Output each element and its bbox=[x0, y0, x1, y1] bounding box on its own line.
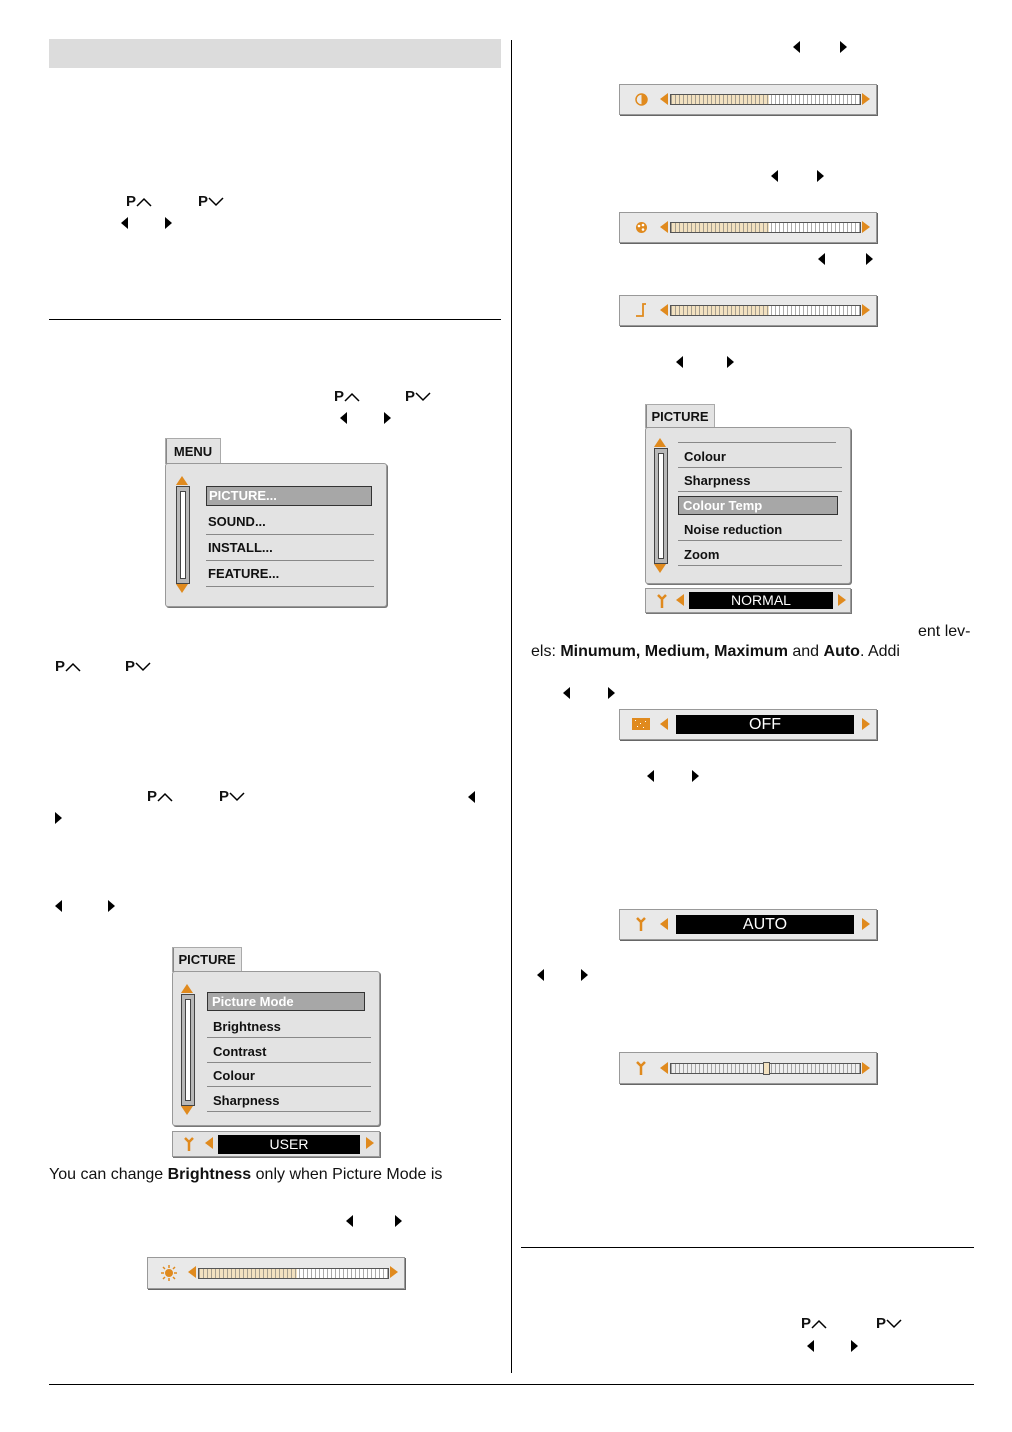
left-arrow-icon bbox=[121, 217, 128, 229]
page-bottom-rule bbox=[49, 1384, 974, 1385]
contrast-slider[interactable] bbox=[619, 84, 877, 115]
left-arrow-icon bbox=[807, 1340, 814, 1352]
menu-item-sound[interactable]: SOUND... bbox=[206, 513, 374, 535]
scroll-down-icon bbox=[181, 1106, 193, 1115]
p-up-key: P bbox=[55, 658, 81, 675]
right-arrow-icon bbox=[692, 770, 699, 782]
menu-item-picture-mode[interactable]: Picture Mode bbox=[207, 992, 365, 1011]
main-menu-panel bbox=[165, 463, 387, 607]
value-right-arrow[interactable] bbox=[838, 594, 846, 606]
picture-status-bar bbox=[645, 588, 851, 613]
picture-status-bar bbox=[172, 1131, 380, 1157]
value-right-arrow[interactable] bbox=[862, 718, 870, 730]
right-arrow-icon bbox=[727, 356, 734, 368]
slider-right-arrow[interactable] bbox=[862, 221, 870, 233]
slider-left-arrow[interactable] bbox=[660, 1062, 668, 1074]
right-arrow-icon bbox=[395, 1215, 402, 1227]
section-divider bbox=[521, 1247, 974, 1248]
zoom-value: AUTO bbox=[676, 915, 854, 934]
value-right-arrow[interactable] bbox=[862, 918, 870, 930]
colour-palette-icon bbox=[635, 221, 648, 234]
brightness-slider[interactable] bbox=[147, 1257, 405, 1289]
p-down-key: P bbox=[405, 388, 431, 405]
left-arrow-icon bbox=[647, 770, 654, 782]
scroll-up-icon bbox=[181, 984, 193, 993]
right-arrow-icon bbox=[165, 217, 172, 229]
right-arrow-icon bbox=[608, 687, 615, 699]
picture-tab: PICTURE bbox=[172, 947, 242, 972]
slider-right-arrow[interactable] bbox=[390, 1266, 398, 1278]
value-left-arrow[interactable] bbox=[660, 718, 668, 730]
menu-tab: MENU bbox=[165, 438, 221, 464]
slider-left-arrow[interactable] bbox=[660, 93, 668, 105]
slider-right-arrow[interactable] bbox=[862, 1062, 870, 1074]
brightness-note: You can change Brightness only when Picture Mode is bbox=[49, 1166, 443, 1183]
sharpness-slider[interactable] bbox=[619, 295, 877, 326]
wrench-icon bbox=[656, 593, 668, 609]
left-arrow-icon bbox=[563, 687, 570, 699]
hue-slider[interactable] bbox=[619, 1052, 877, 1084]
slider-right-arrow[interactable] bbox=[862, 93, 870, 105]
brightness-track bbox=[198, 1268, 389, 1279]
hue-knob[interactable] bbox=[763, 1062, 770, 1075]
sun-icon bbox=[161, 1265, 177, 1281]
p-up-key: P bbox=[801, 1315, 827, 1332]
colour-slider[interactable] bbox=[619, 212, 877, 243]
menu-item-sharpness[interactable]: Sharpness bbox=[207, 1092, 371, 1112]
picture-mode-value: USER bbox=[218, 1135, 360, 1154]
slider-right-arrow[interactable] bbox=[862, 304, 870, 316]
left-arrow-icon bbox=[818, 253, 825, 265]
value-left-arrow[interactable] bbox=[676, 594, 684, 606]
menu-item-colour-temp[interactable]: Colour Temp bbox=[678, 496, 838, 515]
left-arrow-icon bbox=[55, 900, 62, 912]
noise-reduction-icon bbox=[631, 717, 651, 731]
picture-menu-panel bbox=[645, 427, 851, 584]
picture-tab: PICTURE bbox=[645, 404, 715, 428]
hue-track bbox=[670, 1063, 861, 1074]
p-down-key: P bbox=[876, 1315, 902, 1332]
menu-scrollbar[interactable] bbox=[654, 448, 668, 564]
picture-menu-panel bbox=[172, 971, 380, 1126]
scroll-down-icon bbox=[176, 584, 188, 593]
p-down-key: P bbox=[219, 788, 245, 805]
p-up-key: P bbox=[126, 193, 152, 210]
contrast-track bbox=[670, 94, 861, 105]
right-arrow-icon bbox=[55, 812, 62, 824]
wrench-icon bbox=[635, 1060, 647, 1076]
noise-levels-text-tail: ent lev- bbox=[918, 623, 971, 640]
menu-item-colour[interactable]: Colour bbox=[678, 448, 842, 468]
left-arrow-icon bbox=[346, 1215, 353, 1227]
menu-item-picture[interactable]: PICTURE... bbox=[206, 486, 372, 506]
menu-item-install[interactable]: INSTALL... bbox=[206, 539, 374, 561]
right-arrow-icon bbox=[581, 969, 588, 981]
menu-item-noise-reduction[interactable]: Noise reduction bbox=[678, 521, 842, 541]
noise-levels-text: els: Minumum, Medium, Maximum and Auto. Addi bbox=[531, 643, 900, 660]
p-down-key: P bbox=[198, 193, 224, 210]
menu-item-brightness[interactable]: Brightness bbox=[207, 1018, 371, 1038]
left-arrow-icon bbox=[771, 170, 778, 182]
left-arrow-icon bbox=[468, 791, 475, 803]
menu-item-colour[interactable]: Colour bbox=[207, 1067, 371, 1087]
section-header-bar bbox=[49, 39, 501, 68]
right-arrow-icon bbox=[851, 1340, 858, 1352]
menu-item-zoom[interactable]: Zoom bbox=[678, 546, 842, 566]
p-up-key: P bbox=[147, 788, 173, 805]
left-arrow-icon bbox=[676, 356, 683, 368]
right-arrow-icon bbox=[866, 253, 873, 265]
right-arrow-icon bbox=[817, 170, 824, 182]
value-left-arrow[interactable] bbox=[205, 1137, 213, 1149]
colour-track bbox=[670, 222, 861, 233]
p-up-key: P bbox=[334, 388, 360, 405]
wrench-icon bbox=[183, 1136, 195, 1152]
zoom-setting[interactable] bbox=[619, 909, 877, 940]
scroll-up-icon bbox=[654, 438, 666, 447]
menu-scrollbar[interactable] bbox=[176, 486, 190, 584]
noise-reduction-setting[interactable] bbox=[619, 709, 877, 740]
scroll-down-icon bbox=[654, 564, 666, 573]
menu-item-sharpness[interactable]: Sharpness bbox=[678, 472, 842, 492]
slider-left-arrow[interactable] bbox=[660, 221, 668, 233]
slider-left-arrow[interactable] bbox=[660, 304, 668, 316]
left-arrow-icon bbox=[340, 412, 347, 424]
menu-scrollbar[interactable] bbox=[181, 994, 195, 1106]
menu-item-contrast[interactable]: Contrast bbox=[207, 1043, 371, 1063]
right-arrow-icon bbox=[840, 41, 847, 53]
wrench-icon bbox=[635, 916, 647, 932]
sharpness-icon bbox=[635, 303, 647, 317]
slider-left-arrow[interactable] bbox=[188, 1266, 196, 1278]
sharpness-track bbox=[670, 305, 861, 316]
value-right-arrow[interactable] bbox=[366, 1137, 374, 1149]
p-down-key: P bbox=[125, 658, 151, 675]
left-arrow-icon bbox=[537, 969, 544, 981]
section-divider bbox=[49, 319, 501, 320]
value-left-arrow[interactable] bbox=[660, 918, 668, 930]
left-arrow-icon bbox=[793, 41, 800, 53]
column-divider bbox=[511, 40, 512, 1373]
colour-temp-value: NORMAL bbox=[689, 592, 833, 609]
right-arrow-icon bbox=[384, 412, 391, 424]
menu-item-feature[interactable]: FEATURE... bbox=[206, 565, 374, 587]
scroll-up-icon bbox=[176, 476, 188, 485]
right-arrow-icon bbox=[108, 900, 115, 912]
noise-reduction-value: OFF bbox=[676, 715, 854, 734]
contrast-icon bbox=[635, 93, 648, 106]
